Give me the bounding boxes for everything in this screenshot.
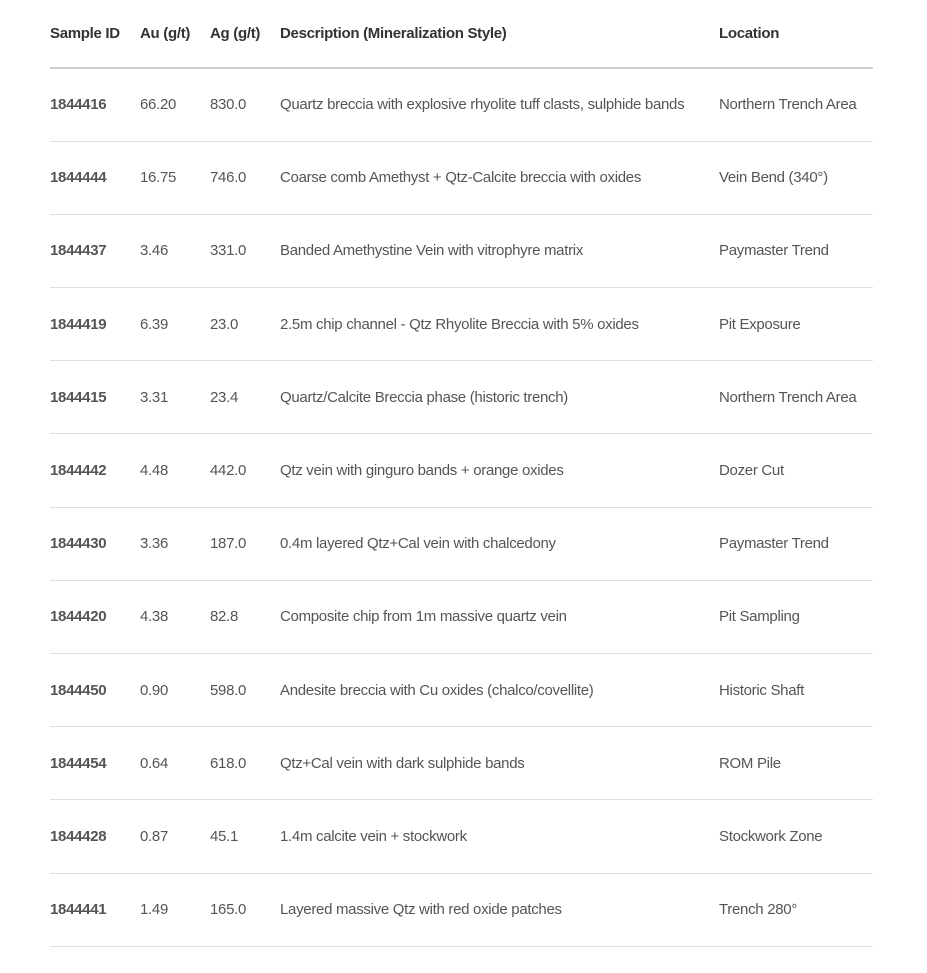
ag-cell: 45.1 xyxy=(210,827,238,845)
ag-cell: 23.0 xyxy=(210,315,238,333)
sample-id-cell: 1844450 xyxy=(50,681,107,699)
au-cell: 16.75 xyxy=(140,169,177,187)
ag-cell: 598.0 xyxy=(210,681,247,699)
description-cell: Layered massive Qtz with red oxide patches xyxy=(280,901,562,919)
sample-id-cell: 1844444 xyxy=(50,169,107,187)
table-row xyxy=(50,727,873,800)
location-cell: Northern Trench Area xyxy=(719,96,857,114)
table-row xyxy=(50,873,873,946)
description-cell: 1.4m calcite vein + stockwork xyxy=(280,827,467,845)
table-row xyxy=(50,68,873,141)
table-row xyxy=(50,141,873,214)
au-cell: 1.49 xyxy=(140,901,168,919)
description-cell: Banded Amethystine Vein with vitrophyre matrix xyxy=(280,242,584,260)
description-cell: Coarse comb Amethyst + Qtz-Calcite breccia with oxides xyxy=(280,169,642,187)
header-sample-id: Sample ID xyxy=(50,25,120,42)
description-cell: 2.5m chip channel - Qtz Rhyolite Breccia with 5% oxides xyxy=(280,315,639,333)
ag-cell: 618.0 xyxy=(210,754,247,772)
sample-id-cell: 1844437 xyxy=(50,242,107,260)
au-cell: 3.36 xyxy=(140,535,168,553)
header-au: Au (g/t) xyxy=(140,25,191,42)
header-location: Location xyxy=(719,25,780,42)
location-cell: Historic Shaft xyxy=(719,681,804,699)
table-header xyxy=(50,0,873,68)
ag-cell: 442.0 xyxy=(210,462,247,480)
description-cell: Andesite breccia with Cu oxides (chalco/covellite) xyxy=(280,681,594,699)
location-cell: ROM Pile xyxy=(719,754,781,772)
description-cell: Quartz/Calcite Breccia phase (historic trench) xyxy=(280,388,568,406)
sample-id-cell: 1844430 xyxy=(50,535,107,553)
au-cell: 3.46 xyxy=(140,242,168,260)
ag-cell: 23.4 xyxy=(210,388,238,406)
location-cell: Pit Exposure xyxy=(719,315,801,333)
location-cell: Stockwork Zone xyxy=(719,827,823,845)
ag-cell: 746.0 xyxy=(210,169,247,187)
table-row xyxy=(50,580,873,653)
location-cell: Pit Sampling xyxy=(719,608,800,626)
description-cell: Quartz breccia with explosive rhyolite tuff clasts, sulphide bands xyxy=(280,96,685,114)
header-row xyxy=(50,0,873,68)
table-row xyxy=(50,654,873,727)
au-cell: 0.87 xyxy=(140,827,168,845)
assay-results-table xyxy=(50,0,873,947)
sample-id-cell: 1844415 xyxy=(50,388,107,406)
sample-id-cell: 1844428 xyxy=(50,827,107,845)
ag-cell: 331.0 xyxy=(210,242,247,260)
table-row xyxy=(50,361,873,434)
location-cell: Dozer Cut xyxy=(719,462,784,480)
assay-table-container xyxy=(50,0,873,947)
location-cell: Trench 280° xyxy=(719,901,798,919)
ag-cell: 187.0 xyxy=(210,535,247,553)
table-row xyxy=(50,434,873,507)
ag-cell: 82.8 xyxy=(210,608,238,626)
ag-cell: 830.0 xyxy=(210,96,247,114)
sample-id-cell: 1844420 xyxy=(50,608,107,626)
sample-id-cell: 1844454 xyxy=(50,754,107,772)
description-cell: 0.4m layered Qtz+Cal vein with chalcedony xyxy=(280,535,556,553)
sample-id-cell: 1844441 xyxy=(50,901,107,919)
au-cell: 4.38 xyxy=(140,608,168,626)
table-row xyxy=(50,214,873,287)
header-description: Description (Mineralization Style) xyxy=(280,25,507,42)
location-cell: Vein Bend (340°) xyxy=(719,169,828,187)
table-row xyxy=(50,507,873,580)
au-cell: 3.31 xyxy=(140,388,168,406)
sample-id-cell: 1844416 xyxy=(50,96,107,114)
description-cell: Composite chip from 1m massive quartz vein xyxy=(280,608,567,626)
description-cell: Qtz+Cal vein with dark sulphide bands xyxy=(280,754,525,772)
location-cell: Northern Trench Area xyxy=(719,388,857,406)
au-cell: 4.48 xyxy=(140,462,168,480)
header-ag: Ag (g/t) xyxy=(210,25,261,42)
ag-cell: 165.0 xyxy=(210,901,247,919)
sample-id-cell: 1844442 xyxy=(50,462,107,480)
au-cell: 6.39 xyxy=(140,315,168,333)
table-row xyxy=(50,288,873,361)
table-body xyxy=(50,68,873,946)
au-cell: 0.90 xyxy=(140,681,168,699)
location-cell: Paymaster Trend xyxy=(719,535,829,553)
au-cell: 0.64 xyxy=(140,754,168,772)
description-cell: Qtz vein with ginguro bands + orange oxides xyxy=(280,462,564,480)
table-row xyxy=(50,800,873,873)
sample-id-cell: 1844419 xyxy=(50,315,107,333)
au-cell: 66.20 xyxy=(140,96,177,114)
location-cell: Paymaster Trend xyxy=(719,242,829,260)
